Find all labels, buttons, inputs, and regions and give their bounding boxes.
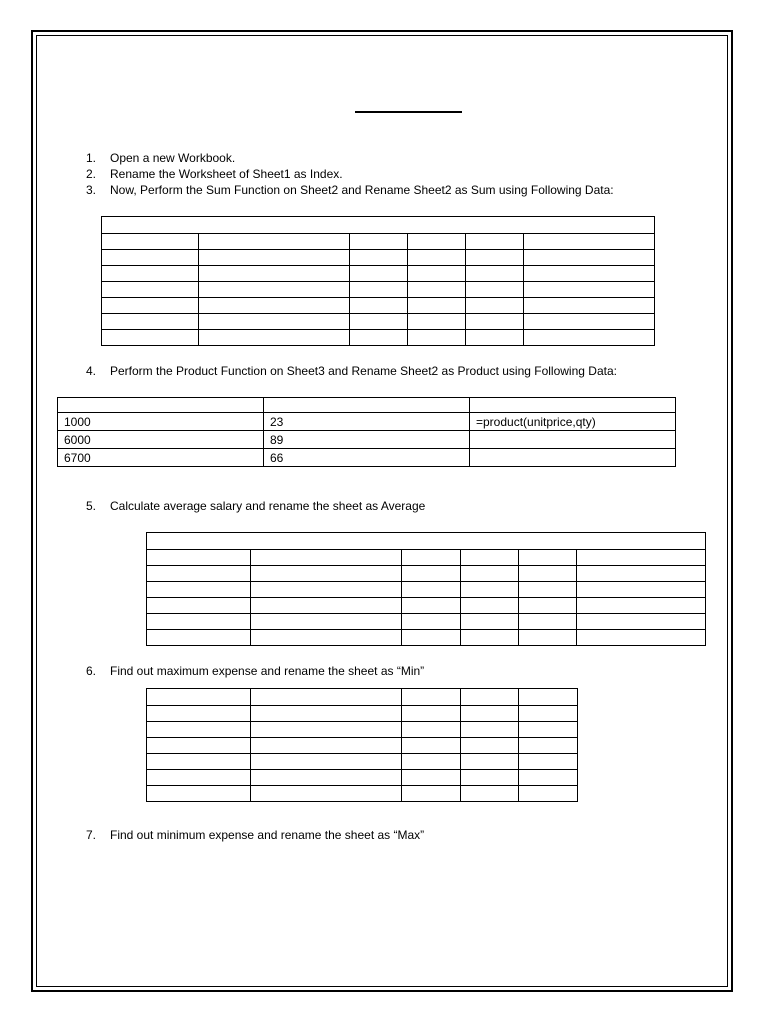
table-cell bbox=[524, 282, 655, 298]
table-cell bbox=[251, 722, 402, 738]
table-cell bbox=[350, 330, 408, 346]
table-cell bbox=[102, 234, 199, 250]
table-cell bbox=[102, 330, 199, 346]
table-cell bbox=[466, 298, 524, 314]
table-cell bbox=[147, 786, 251, 802]
table-cell bbox=[251, 566, 402, 582]
instruction-text: Perform the Product Function on Sheet3 and Rename Sheet2 as Product using Following Data: bbox=[110, 364, 617, 378]
table-cell bbox=[350, 250, 408, 266]
table-cell bbox=[102, 298, 199, 314]
table-cell bbox=[199, 330, 350, 346]
instruction-text: Find out maximum expense and rename the sheet as “Min” bbox=[110, 664, 425, 678]
table-cell bbox=[147, 754, 251, 770]
table-cell bbox=[147, 582, 251, 598]
table-cell bbox=[524, 330, 655, 346]
table-cell bbox=[199, 234, 350, 250]
table-cell bbox=[461, 689, 519, 706]
table-row bbox=[147, 770, 578, 786]
table-cell bbox=[264, 398, 470, 413]
table-cell bbox=[350, 298, 408, 314]
table-cell bbox=[408, 298, 466, 314]
table-cell bbox=[350, 282, 408, 298]
table-row bbox=[147, 614, 706, 630]
table-cell bbox=[147, 770, 251, 786]
table-cell bbox=[466, 234, 524, 250]
instruction-number: 1. bbox=[86, 151, 97, 165]
table-cell bbox=[251, 582, 402, 598]
table-cell bbox=[402, 598, 461, 614]
table-cell bbox=[519, 630, 577, 646]
table-cell bbox=[461, 786, 519, 802]
table-row bbox=[102, 282, 655, 298]
table-cell bbox=[147, 533, 706, 550]
table-cell bbox=[402, 786, 461, 802]
table-cell bbox=[519, 614, 577, 630]
table-cell bbox=[102, 250, 199, 266]
table-row bbox=[147, 630, 706, 646]
table-cell bbox=[461, 566, 519, 582]
table-row bbox=[102, 234, 655, 250]
table-cell bbox=[524, 298, 655, 314]
instruction-number: 4. bbox=[86, 364, 97, 378]
table-cell bbox=[350, 266, 408, 282]
table-cell bbox=[466, 250, 524, 266]
table-cell bbox=[402, 754, 461, 770]
table-cell bbox=[466, 282, 524, 298]
table-cell bbox=[199, 266, 350, 282]
table-cell bbox=[402, 566, 461, 582]
table-cell bbox=[402, 770, 461, 786]
table-cell: =product(unitprice,qty) bbox=[470, 413, 676, 431]
table-cell bbox=[519, 754, 578, 770]
instruction-text: Now, Perform the Sum Function on Sheet2 and Rename Sheet2 as Sum using Following Data: bbox=[110, 183, 614, 197]
table-cell: 6700 bbox=[58, 449, 264, 467]
table-cell bbox=[461, 550, 519, 566]
table-row bbox=[58, 398, 676, 413]
table-cell bbox=[251, 706, 402, 722]
table-cell bbox=[519, 550, 577, 566]
table-row bbox=[147, 738, 578, 754]
table-cell bbox=[519, 770, 578, 786]
table-cell bbox=[58, 398, 264, 413]
table-cell bbox=[147, 614, 251, 630]
instruction-text: Rename the Worksheet of Sheet1 as Index. bbox=[110, 167, 343, 181]
table-cell bbox=[402, 630, 461, 646]
table-cell bbox=[402, 738, 461, 754]
table-cell bbox=[461, 598, 519, 614]
instruction-number: 6. bbox=[86, 664, 97, 678]
table-cell bbox=[402, 722, 461, 738]
instruction-number: 5. bbox=[86, 499, 97, 513]
table-cell: 66 bbox=[264, 449, 470, 467]
table-cell bbox=[519, 689, 578, 706]
table-row bbox=[147, 689, 578, 706]
table-cell: 23 bbox=[264, 413, 470, 431]
table-cell bbox=[402, 706, 461, 722]
table-cell bbox=[102, 217, 655, 234]
table-cell bbox=[461, 582, 519, 598]
table-cell bbox=[461, 614, 519, 630]
title-underline bbox=[355, 111, 462, 113]
table-row bbox=[147, 706, 578, 722]
table-row bbox=[102, 250, 655, 266]
table-row bbox=[58, 413, 676, 431]
table-cell bbox=[519, 582, 577, 598]
table-row bbox=[147, 722, 578, 738]
table-cell bbox=[251, 630, 402, 646]
instruction-text: Find out minimum expense and rename the sheet as “Max” bbox=[110, 828, 425, 842]
table-cell bbox=[251, 598, 402, 614]
table-cell bbox=[461, 722, 519, 738]
table-cell bbox=[402, 550, 461, 566]
table-cell bbox=[461, 770, 519, 786]
average-data-table bbox=[146, 532, 706, 646]
product-data-table bbox=[57, 397, 676, 467]
table-cell bbox=[408, 282, 466, 298]
table-cell bbox=[577, 614, 706, 630]
table-cell bbox=[350, 314, 408, 330]
table-cell bbox=[199, 314, 350, 330]
table-row bbox=[147, 582, 706, 598]
table-cell bbox=[102, 282, 199, 298]
table-cell bbox=[577, 582, 706, 598]
table-cell bbox=[461, 706, 519, 722]
table-cell bbox=[402, 689, 461, 706]
table-cell bbox=[199, 282, 350, 298]
table-cell bbox=[524, 266, 655, 282]
table-row bbox=[147, 786, 578, 802]
table-row bbox=[147, 754, 578, 770]
instruction-number: 2. bbox=[86, 167, 97, 181]
table-cell: 89 bbox=[264, 431, 470, 449]
table-row bbox=[147, 598, 706, 614]
table-cell bbox=[524, 250, 655, 266]
instruction-number: 7. bbox=[86, 828, 97, 842]
sum-data-table bbox=[101, 216, 655, 346]
table-cell bbox=[408, 314, 466, 330]
table-cell bbox=[519, 706, 578, 722]
table-cell bbox=[408, 250, 466, 266]
table-cell bbox=[147, 550, 251, 566]
table-cell bbox=[147, 706, 251, 722]
table-cell bbox=[461, 738, 519, 754]
table-cell: 1000 bbox=[58, 413, 264, 431]
table-cell bbox=[402, 614, 461, 630]
table-cell: 6000 bbox=[58, 431, 264, 449]
table-cell bbox=[524, 314, 655, 330]
table-cell bbox=[461, 630, 519, 646]
table-cell bbox=[577, 630, 706, 646]
table-cell bbox=[470, 398, 676, 413]
table-cell bbox=[577, 566, 706, 582]
table-cell bbox=[402, 582, 461, 598]
table-cell bbox=[147, 598, 251, 614]
table-cell bbox=[251, 689, 402, 706]
table-cell bbox=[251, 614, 402, 630]
table-cell bbox=[577, 598, 706, 614]
table-row bbox=[102, 298, 655, 314]
table-cell bbox=[199, 298, 350, 314]
table-cell bbox=[147, 566, 251, 582]
table-row bbox=[58, 449, 676, 467]
table-cell bbox=[519, 738, 578, 754]
instruction-number: 3. bbox=[86, 183, 97, 197]
table-cell bbox=[519, 598, 577, 614]
table-row bbox=[147, 550, 706, 566]
table-cell bbox=[147, 630, 251, 646]
table-cell bbox=[461, 754, 519, 770]
table-cell bbox=[199, 250, 350, 266]
table-cell bbox=[147, 722, 251, 738]
table-cell bbox=[251, 754, 402, 770]
table-cell bbox=[466, 330, 524, 346]
table-cell bbox=[251, 770, 402, 786]
table-cell bbox=[147, 738, 251, 754]
table-cell bbox=[251, 738, 402, 754]
table-cell bbox=[470, 449, 676, 467]
table-cell bbox=[519, 566, 577, 582]
table-row bbox=[58, 431, 676, 449]
table-cell bbox=[147, 689, 251, 706]
table-row bbox=[102, 330, 655, 346]
table-cell bbox=[466, 266, 524, 282]
table-row bbox=[102, 266, 655, 282]
instruction-text: Calculate average salary and rename the sheet as Average bbox=[110, 499, 426, 513]
table-cell bbox=[524, 234, 655, 250]
table-cell bbox=[470, 431, 676, 449]
table-row bbox=[147, 533, 706, 550]
expense-data-table bbox=[146, 688, 578, 802]
table-cell bbox=[408, 330, 466, 346]
table-row bbox=[102, 314, 655, 330]
table-cell bbox=[466, 314, 524, 330]
table-cell bbox=[251, 550, 402, 566]
table-cell bbox=[519, 722, 578, 738]
table-cell bbox=[102, 266, 199, 282]
table-cell bbox=[408, 266, 466, 282]
table-row bbox=[102, 217, 655, 234]
table-cell bbox=[408, 234, 466, 250]
table-row bbox=[147, 566, 706, 582]
instruction-text: Open a new Workbook. bbox=[110, 151, 236, 165]
table-cell bbox=[519, 786, 578, 802]
table-cell bbox=[350, 234, 408, 250]
table-cell bbox=[251, 786, 402, 802]
table-cell bbox=[577, 550, 706, 566]
table-cell bbox=[102, 314, 199, 330]
